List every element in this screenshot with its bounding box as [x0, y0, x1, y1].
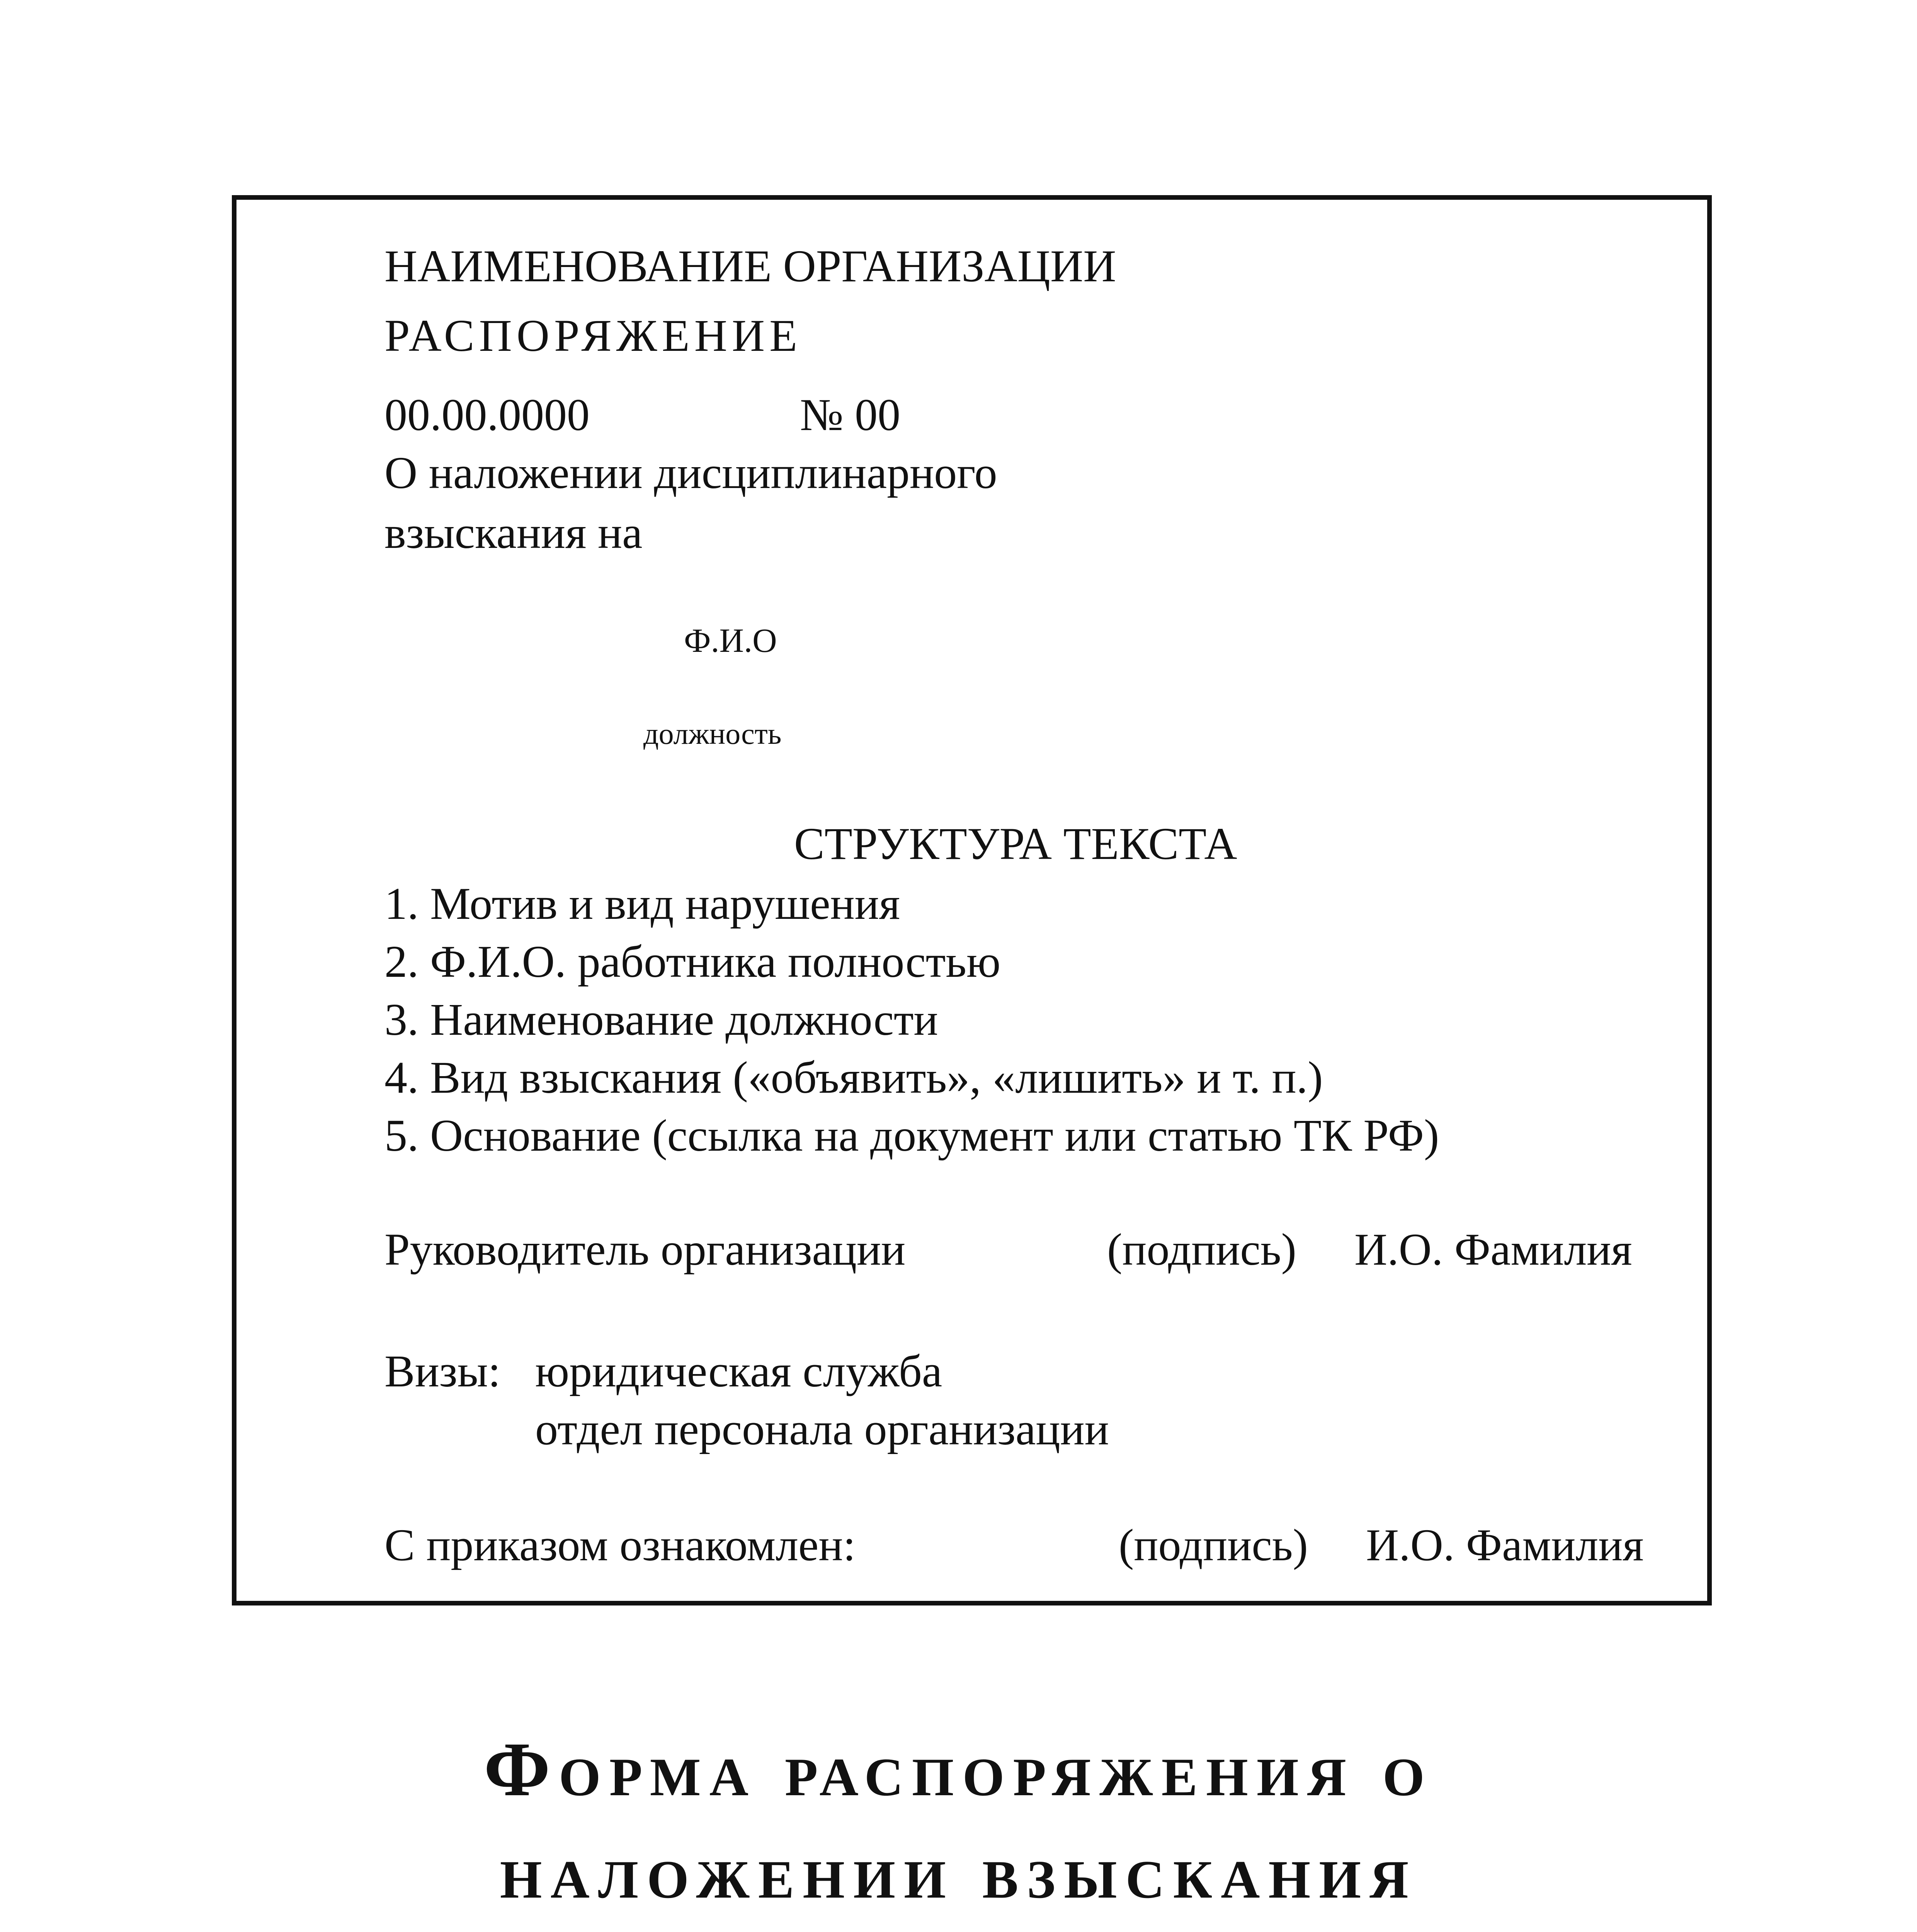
subject-line-1: О наложении дисциплинарного [384, 447, 997, 498]
document-type: РАСПОРЯЖЕНИЕ [384, 310, 802, 361]
structure-item: 2. Ф.И.О. работника полностью [384, 936, 1001, 987]
caption-line-1: Форма распоряжения о [484, 1727, 1433, 1812]
visa-hr: отдел персонала организации [535, 1404, 1109, 1454]
structure-item: 3. Наименование должности [384, 994, 938, 1045]
head-name: И.О. Фамилия [1354, 1224, 1632, 1275]
structure-item: 1. Мотив и вид нарушения [384, 878, 900, 929]
acquainted-signature: (подпись) [1119, 1520, 1308, 1570]
document-date: 00.00.0000 [384, 389, 590, 440]
head-signature: (подпись) [1107, 1224, 1296, 1275]
structure-item: 5. Основание (ссылка на документ или статью ТК РФ) [384, 1110, 1439, 1161]
document-number: № 00 [800, 389, 901, 440]
organization-name: НАИМЕНОВАНИЕ ОРГАНИЗАЦИИ [384, 241, 1116, 291]
acquainted-name: И.О. Фамилия [1366, 1520, 1644, 1570]
structure-item: 4. Вид взыскания («объявить», «лишить» и т. п.) [384, 1052, 1323, 1103]
subject-line-2: взыскания на [384, 507, 643, 558]
caption-line-2: наложении взыскания [500, 1829, 1417, 1915]
visa-legal: юридическая служба [535, 1346, 942, 1396]
structure-title: СТРУКТУРА ТЕКСТА [794, 818, 1237, 869]
employee-fio: Ф.И.О [684, 622, 777, 660]
visas-label: Визы: [384, 1346, 501, 1396]
acquainted-label: С приказом ознакомлен: [384, 1520, 856, 1570]
employee-position: должность [643, 717, 782, 750]
head-label: Руководитель организации [384, 1224, 906, 1275]
